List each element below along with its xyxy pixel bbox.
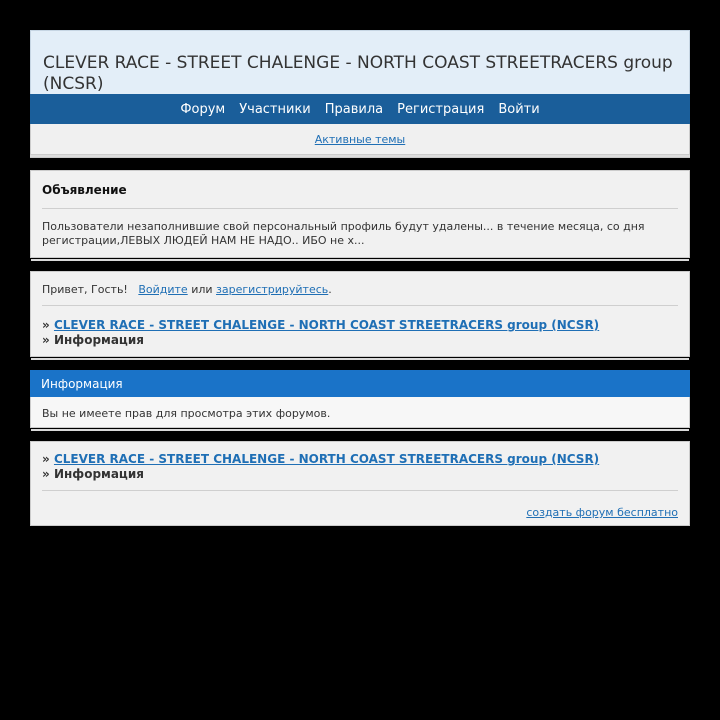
nav-members[interactable]: Участники [239,101,311,117]
welcome-divider [42,305,678,306]
footer-divider [42,490,678,491]
nav-login[interactable]: Войти [498,101,540,117]
announcement-text: Пользователи незаполнившие свой персональный профиль будут удалены... в течение месяца, со дня регистрации,ЛЕВЫХ ЛЮДЕЙ НАМ НЕ НАДО.. ИБО не х... [42,220,645,247]
info-message [30,397,690,428]
main-nav [30,94,690,124]
info-message-text: Вы не имеете прав для просмотра этих форумов. [42,407,331,420]
breadcrumb-separator: » [42,452,50,466]
breadcrumb-forum-link[interactable]: CLEVER RACE - STREET CHALENGE - NORTH COAST STREETRACERS group (NCSR) [53,318,600,332]
block-shadow [31,429,689,431]
nav-forum[interactable]: Форум [180,101,226,117]
footer-block [30,441,690,526]
breadcrumb-current: Информация [53,467,144,481]
breadcrumb-separator: » [42,333,50,347]
register-link[interactable]: зарегистрируйтесь [216,283,329,296]
site-title: CLEVER RACE - STREET CHALENGE - NORTH COAST STREETRACERS group (NCSR) [43,53,673,94]
announcement-divider [42,208,678,209]
breadcrumb [42,318,678,348]
greeting-text: Привет, Гость! [42,283,128,296]
announcement-title: Объявление [42,183,127,197]
block-shadow [31,358,689,360]
block-shadow [31,259,689,261]
nav-rules[interactable]: Правила [324,101,384,117]
sub-nav [30,124,690,155]
site-header [30,30,690,94]
page-container [30,30,690,526]
subnav-divider [30,155,690,158]
info-header: Информация [30,370,690,397]
breadcrumb-forum-link[interactable]: CLEVER RACE - STREET CHALENGE - NORTH COAST STREETRACERS group (NCSR) [53,452,600,466]
welcome-block [30,271,690,357]
welcome-line [42,283,678,295]
login-link[interactable]: Войдите [138,283,188,296]
period-text: . [328,283,332,296]
or-text: или [191,283,213,296]
active-topics-link[interactable]: Активные темы [314,132,406,146]
breadcrumb-current: Информация [53,333,144,347]
breadcrumb-separator: » [42,467,50,481]
footer-link-row [42,501,678,520]
breadcrumb-separator: » [42,318,50,332]
footer-breadcrumb [42,452,678,482]
nav-register[interactable]: Регистрация [397,101,485,117]
create-forum-link[interactable]: создать форум бесплатно [526,506,678,519]
announcement-block [30,170,690,258]
